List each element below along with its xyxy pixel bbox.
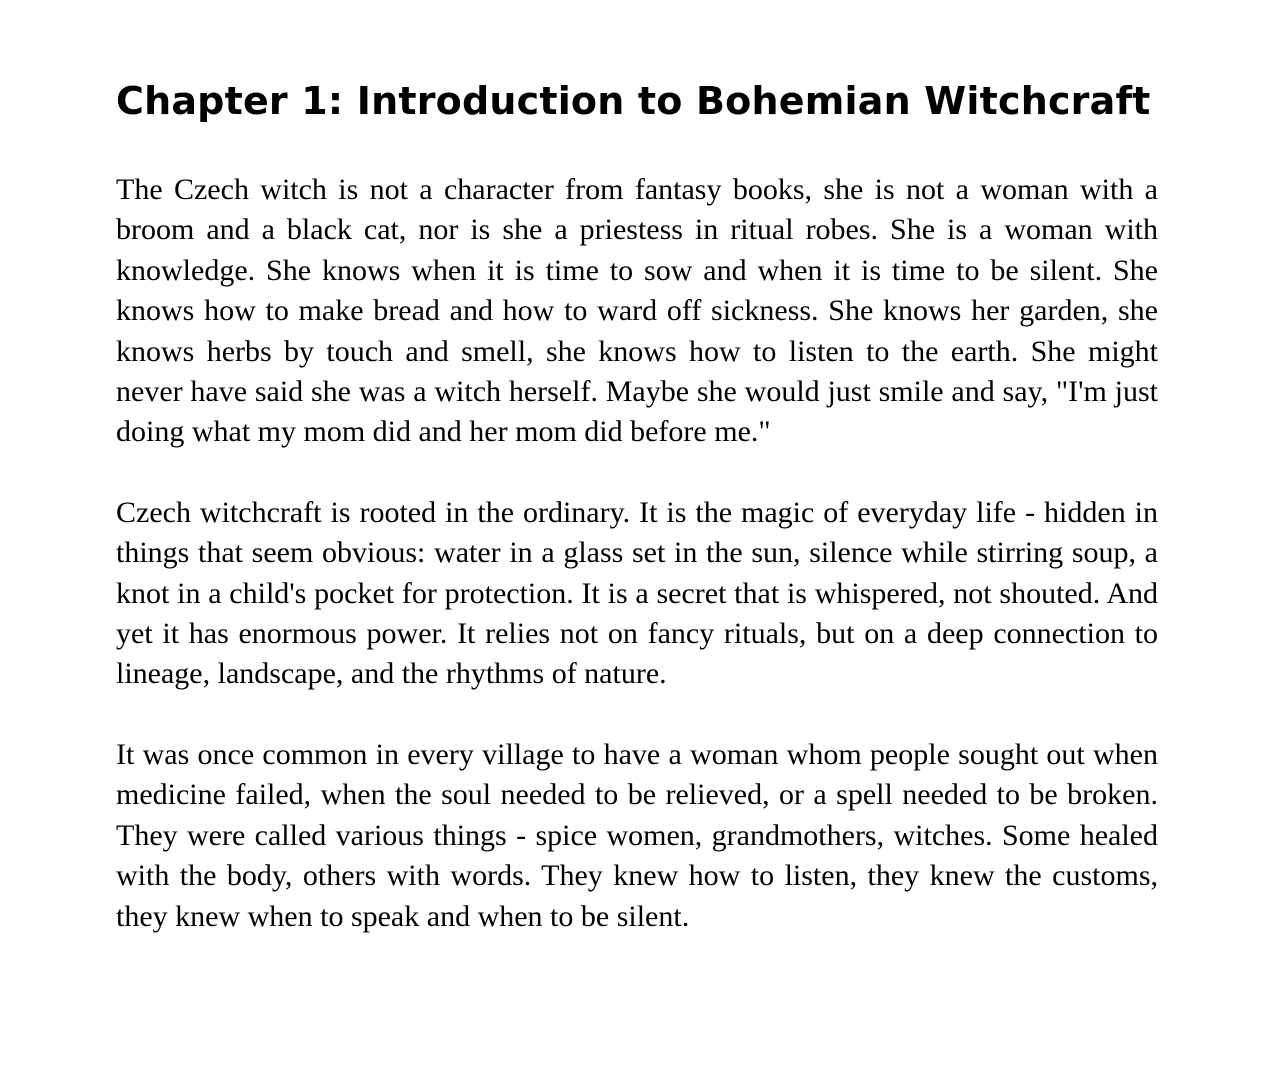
chapter-title: Chapter 1: Introduction to Bohemian Witchcraft — [116, 79, 1151, 123]
paragraph-3: It was once common in every village to have a woman whom people sought out when medicine failed, when the soul needed to be relieved, or a spell needed to be broken. They were called various things - spice women, grandmothers, witches. Some healed with the body, others with words. They knew how to listen, they knew the customs, they knew when to speak and when to be silent. — [116, 737, 1158, 933]
paragraph-2: Czech witchcraft is rooted in the ordinary. It is the magic of everyday life - hidden in things that seem obvious: water in a glass set in the sun, silence while stirring soup, a knot in a child's pocket for protection. It is a secret that is whispered, not shouted. And yet it has enormous power. It relies not on fancy rituals, but on a deep connection to lineage, landscape, and the rhythms of nature. — [116, 495, 1158, 691]
paragraph-1: The Czech witch is not a character from fantasy books, she is not a woman with a broom and a black cat, nor is she a priestess in ritual robes. She is a woman with knowledge. She knows when it is time to sow and when it is time to be silent. She knows how to make bread and how to ward off sickness. She knows her garden, she knows herbs by touch and smell, she knows how to listen to the earth. She might never have said she was a witch herself. Maybe she would just smile and say, "I'm just doing what my mom did and her mom did before me." — [116, 173, 1158, 449]
document-page — [116, 72, 1158, 977]
